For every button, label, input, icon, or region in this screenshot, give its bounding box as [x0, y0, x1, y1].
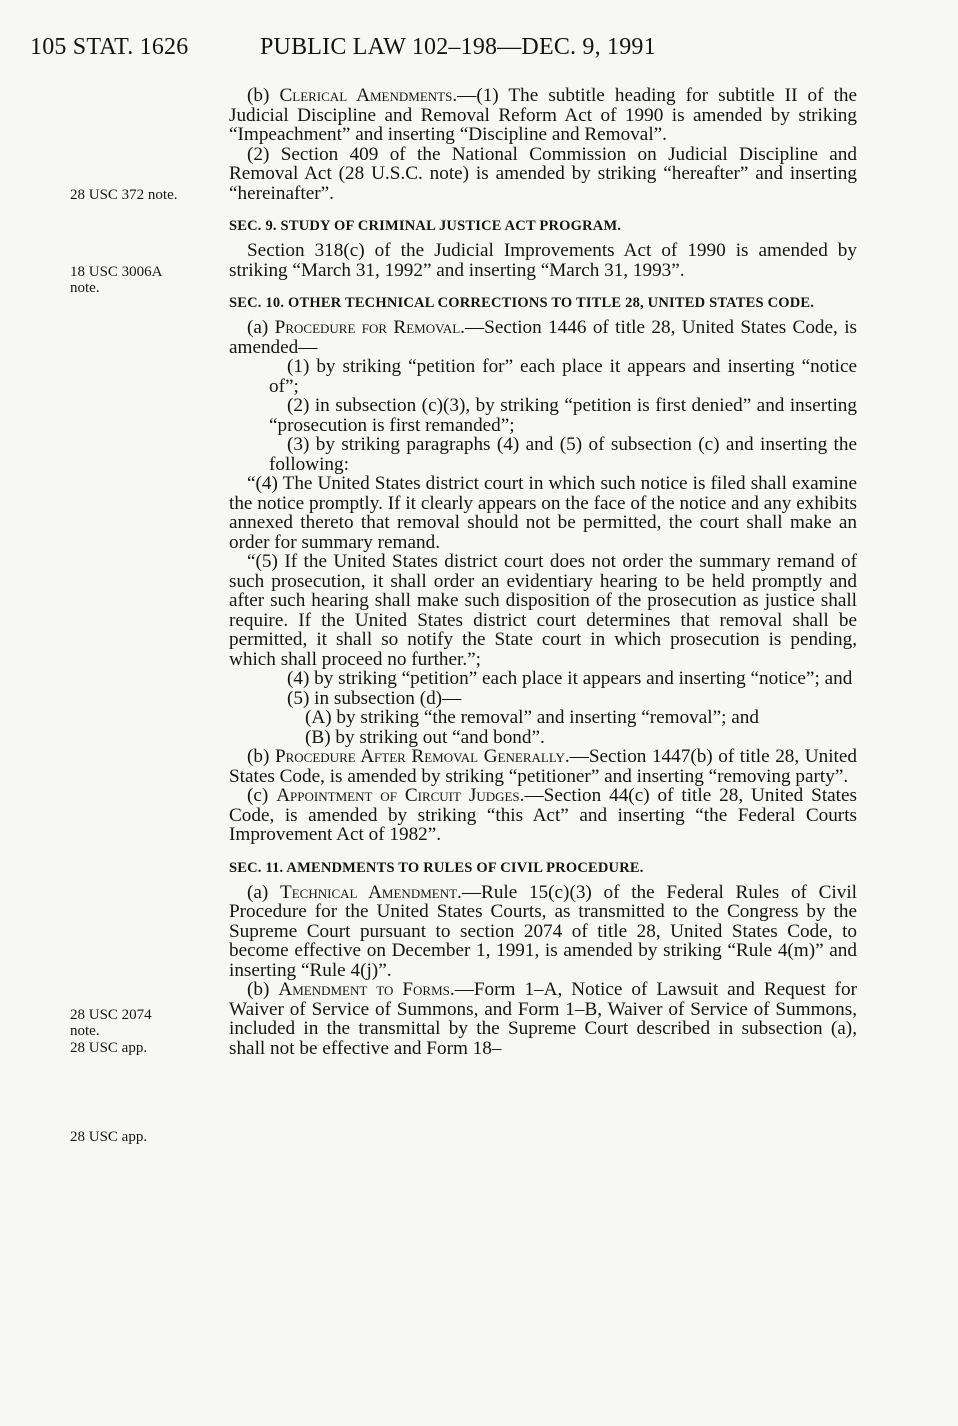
- paragraph: (b) Clerical Amendments.—(1) The subtitle heading for subtitle II of the Judicial Discipline and Removal Reform Act of 1990 is amended by striking “Impeachment” and inserting “Discipline and Removal”.: [229, 85, 858, 145]
- paragraph: (5) in subsection (d)—: [287, 687, 462, 709]
- paragraph: (1) by striking “petition for” each place it appears and inserting “notice of”;: [269, 356, 857, 397]
- subsection-heading: Appointment of Circuit Judges: [276, 785, 520, 806]
- paragraph: (A) by striking “the removal” and inserting “removal”; and: [305, 707, 759, 728]
- paragraph: (b) Amendment to Forms.—Form 1–A, Notice of Lawsuit and Request for Waiver of Service of Summons, and Form 1–B, Waiver of Service of Summons, included in the transmittal by the Supreme Court described in subsection (a), shall not be effective and Form 18–: [229, 979, 858, 1059]
- subsection-heading: Clerical Amendments: [279, 85, 453, 106]
- subsection-heading: Procedure for Removal: [274, 317, 461, 338]
- margin-note: 28 USC app.: [70, 1040, 148, 1056]
- margin-note: 28 USC 2074 note.: [70, 1007, 152, 1039]
- body-text: [229, 86, 857, 1058]
- page-number: 105 STAT. 1626: [30, 34, 189, 60]
- subsection-heading: Amendment to Forms: [278, 979, 450, 1000]
- paragraph: (b) Procedure After Removal Generally.—Section 1447(b) of title 28, United States Code, is amended by striking “petitioner” and inserting “removing party”.: [229, 746, 857, 787]
- quoted-paragraph: “(5) If the United States district court does not order the summary remand of such prosecution, it shall order an evidentiary hearing to be held promptly and after such hearing shall make such disposition of the prosecution as justice shall require. If the United States district court determines that removal shall be permitted, it shall so notify the State court in which prosecution is pending, which shall proceed no further.”;: [229, 551, 857, 670]
- paragraph: (B) by striking out “and bond”.: [305, 726, 545, 748]
- margin-note: 18 USC 3006A note.: [70, 264, 162, 296]
- margin-note: 28 USC 372 note.: [70, 187, 178, 203]
- running-title: PUBLIC LAW 102–198—DEC. 9, 1991: [260, 34, 656, 60]
- paragraph: (c) Appointment of Circuit Judges.—Section 44(c) of title 28, United States Code, is amended by striking “this Act” and inserting “the Federal Courts Improvement Act of 1982”.: [229, 785, 857, 845]
- quoted-paragraph: “(4) The United States district court in which such notice is filed shall examine the notice promptly. If it clearly appears on the face of the notice and any exhibits annexed thereto that removal should not be permitted, the court shall make an order for summary remand.: [229, 473, 857, 553]
- paragraph: (a) Technical Amendment.—Rule 15(c)(3) of the Federal Rules of Civil Procedure for the United States Courts, as transmitted to the Congress by the Supreme Court pursuant to section 2074 of title 28, United States Code, to become effective on December 1, 1991, is amended by striking “Rule 4(m)” and inserting “Rule 4(j)”.: [229, 881, 858, 981]
- section-heading: SEC. 10. OTHER TECHNICAL CORRECTIONS TO TITLE 28, UNITED STATES CODE.: [229, 295, 815, 311]
- margin-note: 28 USC app.: [70, 1129, 148, 1145]
- subsection-heading: Technical Amendment: [280, 881, 458, 903]
- subsection-heading: Procedure After Removal Generally: [274, 746, 565, 767]
- paragraph: (a) Procedure for Removal.—Section 1446 of title 28, United States Code, is amended—: [229, 317, 858, 358]
- paragraph: (4) by striking “petition” each place it appears and inserting “notice”; and: [287, 668, 853, 689]
- paragraph: (2) in subsection (c)(3), by striking “petition is first denied” and inserting “prosecution is first remanded”;: [269, 395, 857, 436]
- paragraph: (3) by striking paragraphs (4) and (5) of subsection (c) and inserting the following:: [269, 434, 857, 475]
- section-heading: SEC. 11. AMENDMENTS TO RULES OF CIVIL PROCEDURE.: [229, 859, 644, 876]
- paragraph: Section 318(c) of the Judicial Improvements Act of 1990 is amended by striking “March 31, 1992” and inserting “March 31, 1993”.: [229, 240, 857, 281]
- section-heading: SEC. 9. STUDY OF CRIMINAL JUSTICE ACT PROGRAM.: [229, 218, 622, 234]
- paragraph: (2) Section 409 of the National Commission on Judicial Discipline and Removal Act (28 U.S.C. note) is amended by striking “hereafter” and inserting “hereinafter”.: [229, 143, 857, 204]
